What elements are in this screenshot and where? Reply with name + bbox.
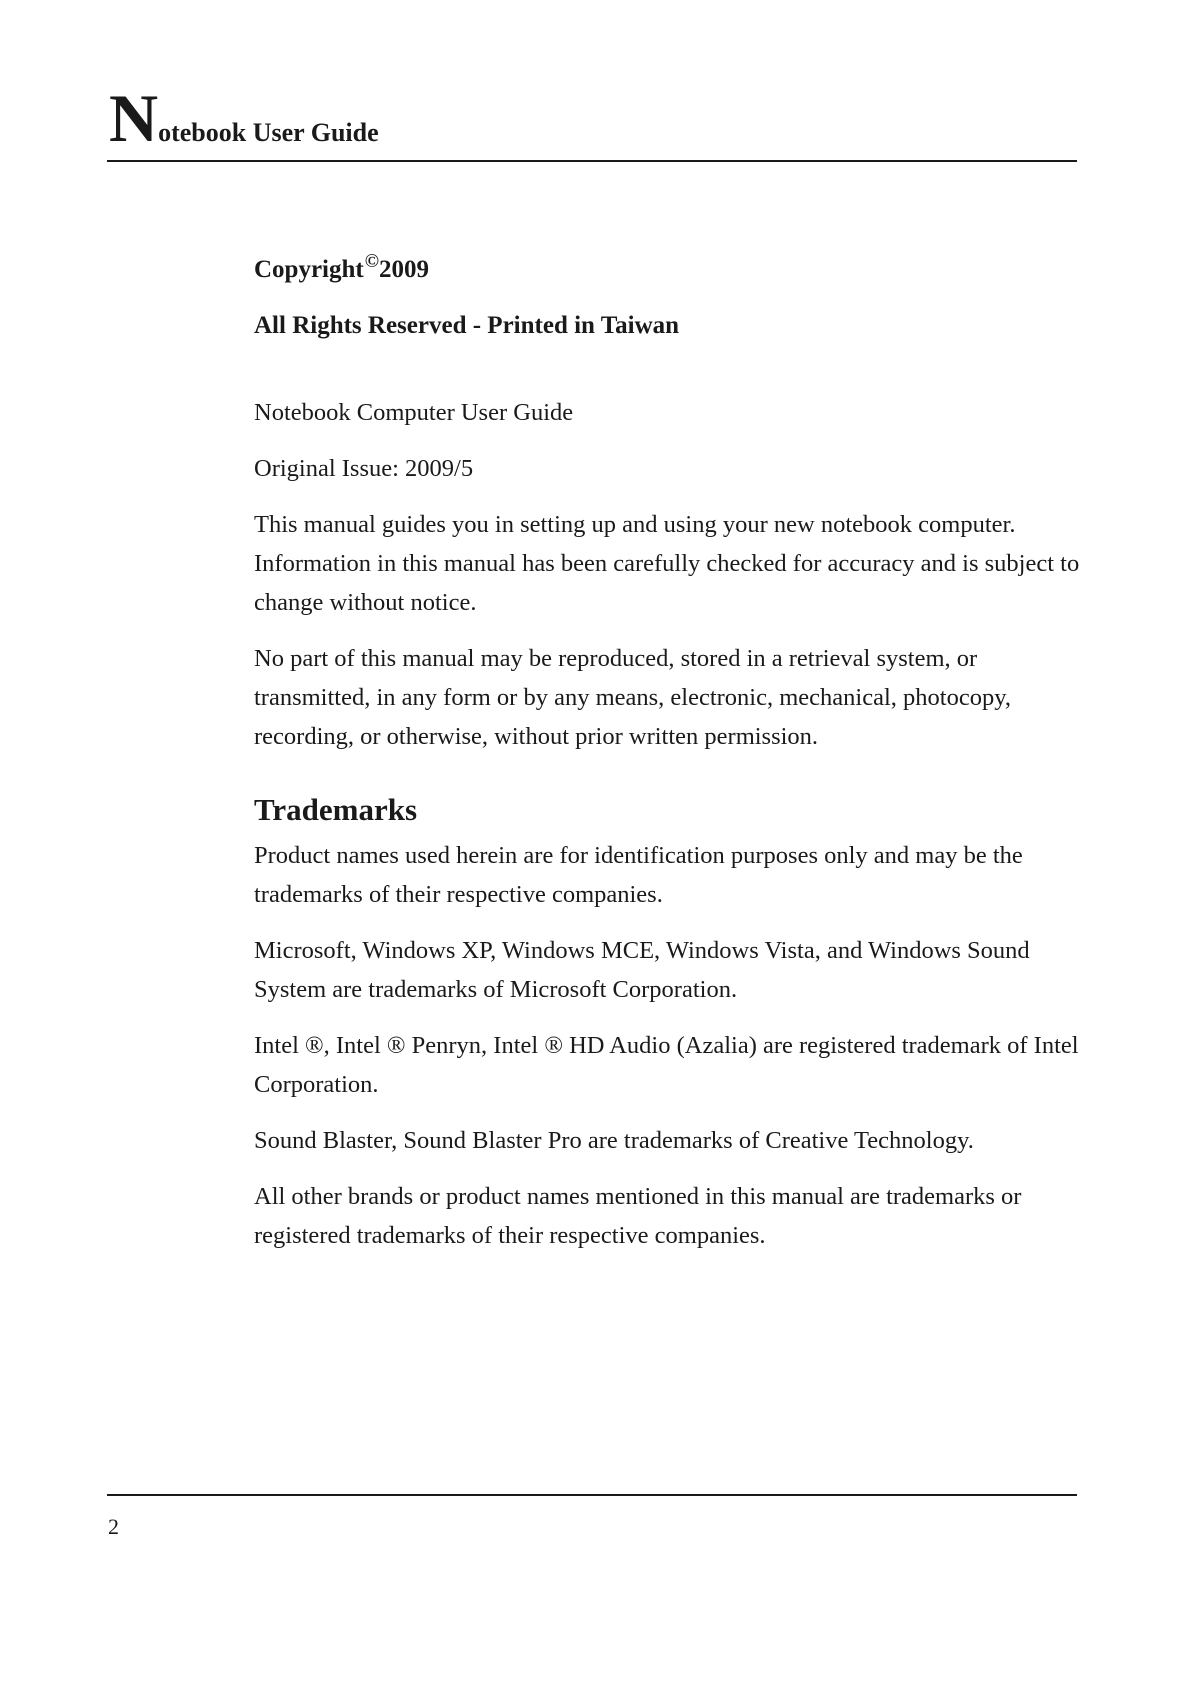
- copyright-label: Copyright: [254, 256, 364, 283]
- guide-title: Notebook Computer User Guide: [254, 399, 574, 426]
- header-title-initial: N: [109, 80, 159, 156]
- copyright-symbol: ©: [364, 251, 379, 272]
- page-body: [254, 250, 1084, 1255]
- header-title-rest: otebook User Guide: [158, 118, 379, 147]
- copyright-year: 2009: [378, 256, 429, 283]
- reproduction-notice-paragraph: No part of this manual may be reproduced, stored in a retrieval system, or transmitted, in any form or by any means, electronic, mechanical, photocopy, recording, or otherwise, without prior written permission.: [254, 645, 1011, 750]
- page-header: [107, 78, 1077, 162]
- header-title: [109, 80, 379, 156]
- trademark-paragraph: Sound Blaster, Sound Blaster Pro are trademarks of Creative Technology.: [254, 1127, 974, 1154]
- footer-rule: [107, 1494, 1077, 1496]
- page-number: 2: [108, 1514, 119, 1539]
- manual-description-paragraph: This manual guides you in setting up and using your new notebook computer. Information in this manual has been carefully checked for accuracy and is subject to change without notice.: [254, 511, 1080, 616]
- original-issue: Original Issue: 2009/5: [254, 455, 474, 482]
- copyright-line: [254, 250, 1084, 292]
- trademark-paragraph: All other brands or product names mentioned in this manual are trademarks or registered trademarks of their respective companies.: [254, 1183, 1022, 1249]
- trademark-paragraph: Intel ®, Intel ® Penryn, Intel ® HD Audio (Azalia) are registered trademark of Intel Corporation.: [254, 1032, 1079, 1098]
- trademarks-heading: Trademarks: [254, 792, 418, 827]
- rights-statement: All Rights Reserved - Printed in Taiwan: [254, 312, 680, 339]
- trademark-paragraph: Microsoft, Windows XP, Windows MCE, Windows Vista, and Windows Sound System are trademarks of Microsoft Corporation.: [254, 937, 1030, 1003]
- trademark-paragraph: Product names used herein are for identification purposes only and may be the trademarks of their respective companies.: [254, 842, 1023, 908]
